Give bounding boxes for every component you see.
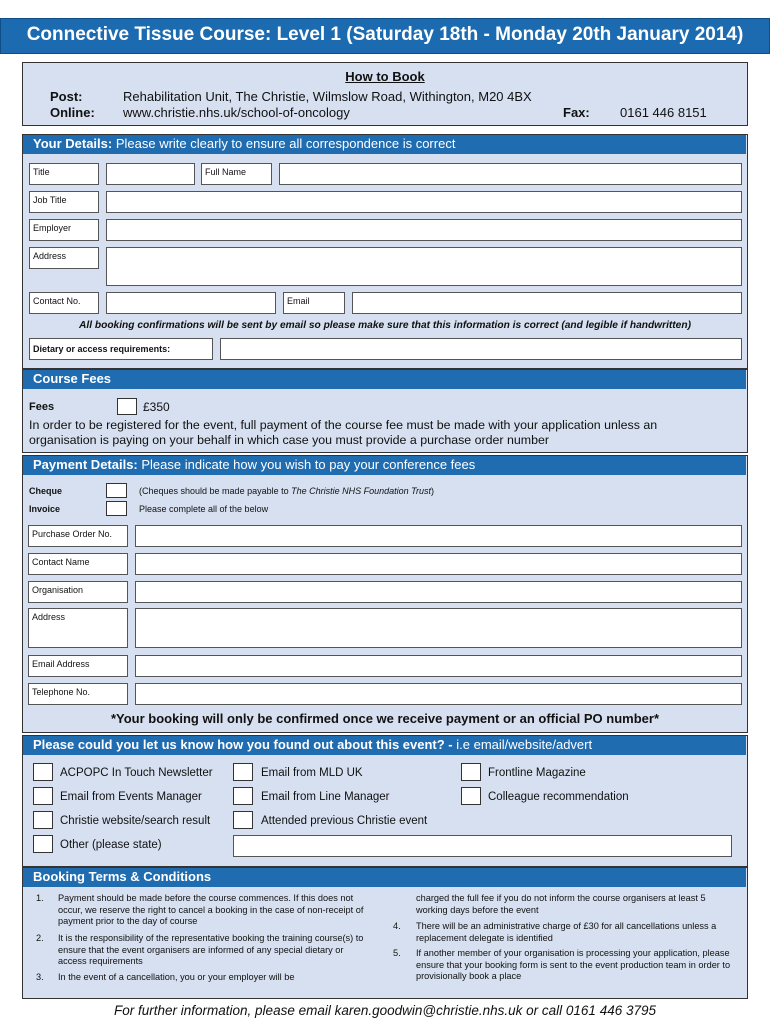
contact-no-label: Contact No.	[29, 292, 99, 314]
cheque-checkbox[interactable]	[106, 483, 127, 498]
post-label: Post:	[50, 89, 83, 104]
fees-checkbox[interactable]	[117, 398, 137, 415]
option-website-label: Christie website/search result	[60, 815, 211, 827]
contact-name-input[interactable]	[135, 553, 742, 575]
cheque-note-pre: (Cheques should be made payable to	[139, 486, 292, 496]
term-1-number: 1.	[36, 893, 44, 903]
fees-note-line1: In order to be registered for the event, full payment of the course fee must be made with your application unless an	[29, 418, 658, 432]
employer-label: Employer	[29, 219, 99, 241]
job-title-label: Job Title	[29, 191, 99, 213]
payment-heading	[23, 456, 746, 475]
employer-input[interactable]	[106, 219, 742, 241]
address-label: Address	[29, 247, 99, 269]
contact-no-input[interactable]	[106, 292, 276, 314]
option-website-checkbox[interactable]	[33, 811, 53, 829]
organisation-label: Organisation	[28, 581, 128, 603]
cheque-payee: The Christie NHS Foundation Trust	[291, 486, 431, 496]
term-4-number: 4.	[393, 921, 401, 931]
option-colleague-label: Colleague recommendation	[488, 791, 629, 803]
option-line-manager-label: Email from Line Manager	[261, 791, 390, 803]
cheque-label: Cheque	[29, 486, 63, 496]
term-1-text: Payment should be made before the course commences. If this does not occur, we reserve the right to cancel a booking in the case of non-receipt of payment prior to the day of course	[58, 893, 364, 926]
your-details-heading	[23, 135, 746, 154]
how-to-book-title: How to Book	[345, 69, 425, 84]
po-label: Purchase Order No.	[28, 525, 128, 547]
option-previous-event-checkbox[interactable]	[233, 811, 253, 829]
fax-label: Fax:	[563, 105, 590, 120]
invoice-label: Invoice	[29, 504, 61, 514]
term-4-text: There will be an administrative charge of £30 for all cancellations unless a replacement delegate is identified	[416, 921, 717, 943]
email-input[interactable]	[352, 292, 742, 314]
telephone-label: Telephone No.	[28, 683, 128, 705]
payment-heading-bold: Payment Details:	[33, 457, 138, 472]
dietary-input[interactable]	[220, 338, 742, 360]
your-details-heading-rest: Please write clearly to ensure all correspondence is correct	[112, 136, 456, 151]
found-out-heading	[23, 736, 746, 755]
dietary-label: Dietary or access requirements:	[29, 338, 213, 360]
address-input[interactable]	[106, 247, 742, 286]
term-5-number: 5.	[393, 948, 401, 958]
cheque-note-post: )	[431, 486, 434, 496]
email-address-label: Email Address	[28, 655, 128, 677]
option-other-checkbox[interactable]	[33, 835, 53, 853]
full-name-input[interactable]	[279, 163, 742, 185]
option-mld-label: Email from MLD UK	[261, 767, 363, 779]
other-state-input[interactable]	[233, 835, 732, 857]
terms-heading: Booking Terms & Conditions	[23, 868, 746, 887]
payment-address-label: Address	[28, 608, 128, 648]
term-5-text: If another member of your organisation is processing your application, please ensure that your booking form is sent to the event production team in order to provisionally book a place	[416, 948, 731, 981]
fees-amount: £350	[143, 400, 170, 414]
online-url: www.christie.nhs.uk/school-of-oncology	[123, 105, 350, 120]
term-3-text: In the event of a cancellation, you or your employer will be	[58, 972, 295, 982]
fees-label: Fees	[29, 401, 55, 413]
option-acpopc-checkbox[interactable]	[33, 763, 53, 781]
term-3-continued: charged the full fee if you do not inform the course organisers at least 5 working days before the event	[416, 893, 706, 915]
online-label: Online:	[50, 105, 95, 120]
option-mld-checkbox[interactable]	[233, 763, 253, 781]
your-details-heading-bold: Your Details:	[33, 136, 113, 151]
option-frontline-label: Frontline Magazine	[488, 767, 586, 779]
option-frontline-checkbox[interactable]	[461, 763, 481, 781]
title-input[interactable]	[106, 163, 195, 185]
organisation-input[interactable]	[135, 581, 742, 603]
confirmation-note: All booking confirmations will be sent by email so please make sure that this information is correct (and legible if handwritten)	[79, 320, 691, 331]
payment-confirm-note: *Your booking will only be confirmed once we receive payment or an official PO number*	[110, 711, 660, 726]
term-3-number: 3.	[36, 972, 44, 982]
payment-heading-rest: Please indicate how you wish to pay your conference fees	[137, 457, 476, 472]
option-other-label: Other (please state)	[60, 839, 162, 851]
page-title: Connective Tissue Course: Level 1 (Saturday 18th - Monday 20th January 2014)	[26, 24, 744, 45]
fax-number: 0161 446 8151	[620, 105, 707, 120]
option-events-manager-checkbox[interactable]	[33, 787, 53, 805]
invoice-checkbox[interactable]	[106, 501, 127, 516]
title-label: Title	[29, 163, 99, 185]
option-previous-event-label: Attended previous Christie event	[261, 815, 428, 827]
cheque-note	[139, 486, 434, 496]
full-name-label: Full Name	[201, 163, 272, 185]
invoice-note: Please complete all of the below	[139, 504, 269, 514]
found-out-heading-rest: i.e email/website/advert	[452, 737, 593, 752]
term-2-text: It is the responsibility of the representative booking the training course(s) to ensure that the event organisers are informed of any special dietary or access requirements	[58, 933, 364, 966]
contact-name-label: Contact Name	[28, 553, 128, 575]
po-input[interactable]	[135, 525, 742, 547]
option-line-manager-checkbox[interactable]	[233, 787, 253, 805]
post-address: Rehabilitation Unit, The Christie, Wilmslow Road, Withington, M20 4BX	[123, 89, 532, 104]
option-acpopc-label: ACPOPC In Touch Newsletter	[60, 767, 213, 779]
email-label: Email	[283, 292, 345, 314]
option-colleague-checkbox[interactable]	[461, 787, 481, 805]
course-fees-heading: Course Fees	[23, 370, 746, 389]
option-events-manager-label: Email from Events Manager	[60, 791, 202, 803]
footer-text: For further information, please email karen.goodwin@christie.nhs.uk or call 0161 446 3795	[114, 1003, 656, 1018]
telephone-input[interactable]	[135, 683, 742, 705]
fees-note-line2: organisation is paying on your behalf in which case you must provide a purchase order number	[29, 433, 550, 447]
job-title-input[interactable]	[106, 191, 742, 213]
found-out-heading-bold: Please could you let us know how you found out about this event? -	[33, 737, 453, 752]
email-address-input[interactable]	[135, 655, 742, 677]
term-2-number: 2.	[36, 933, 44, 943]
payment-address-input[interactable]	[135, 608, 742, 648]
